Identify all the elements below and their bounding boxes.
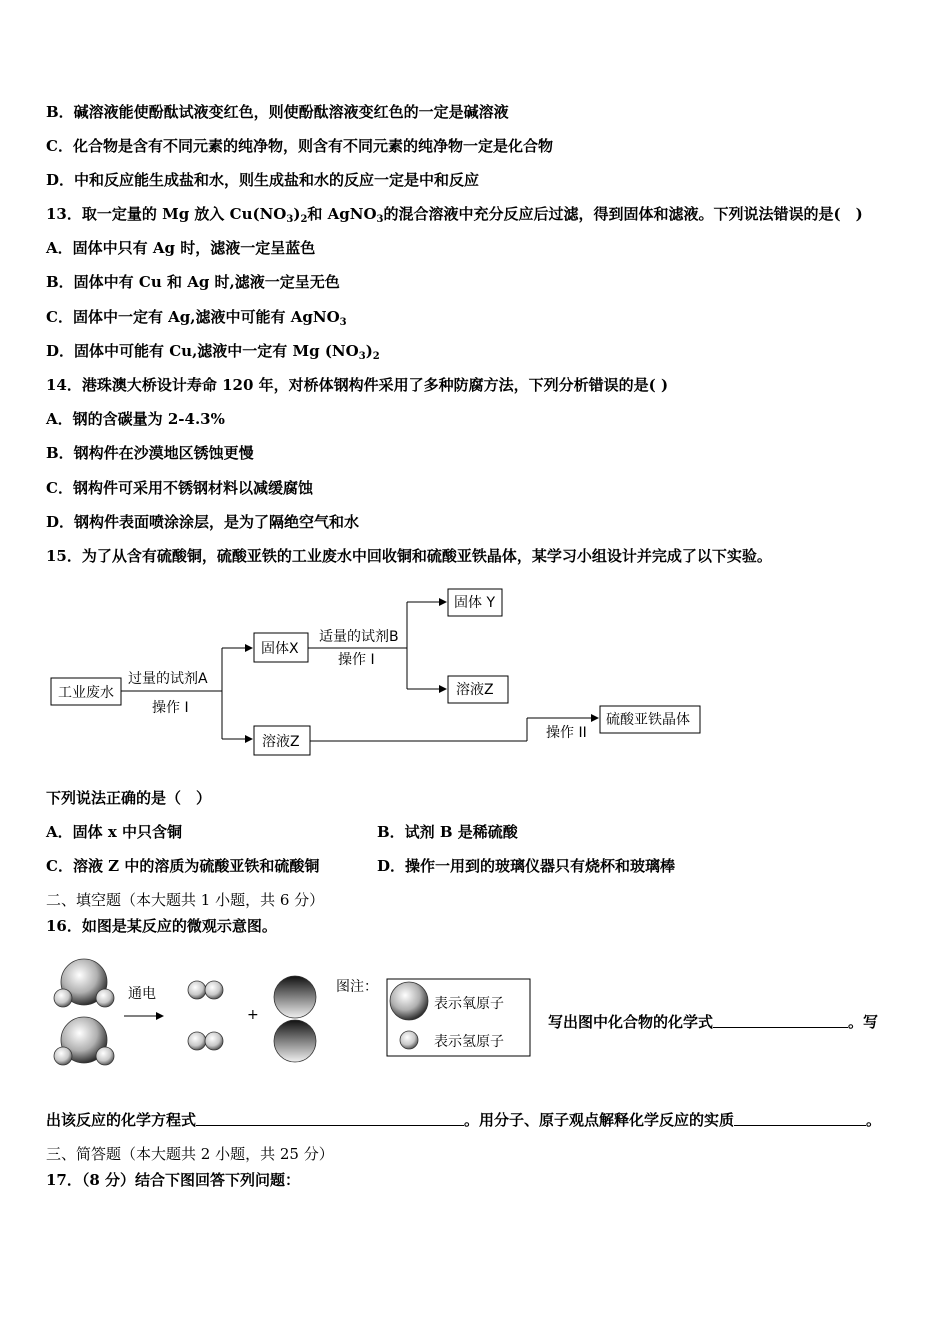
water-molecule-1	[54, 959, 114, 1007]
equation-blank[interactable]	[196, 1110, 464, 1126]
q12-option-d: D．中和反应能生成盐和水，则生成盐和水的反应一定是中和反应	[46, 171, 480, 189]
q13-option-d: D．固体中可能有 Cu,滤液中一定有 Mg $(NO_3)_2$	[46, 342, 380, 362]
label-operation-1: 操作 I	[152, 700, 189, 716]
label-operation-2: 操作 II	[546, 725, 587, 741]
q13-option-b: B．固体中有 Cu 和 Ag 时,滤液一定呈无色	[46, 273, 340, 291]
q15-option-b: B．试剂 B 是稀硫酸	[377, 823, 518, 841]
label-solid-x: 固体X	[261, 641, 299, 657]
q14-option-d: D．钢构件表面喷涂涂层，是为了隔绝空气和水	[46, 513, 360, 531]
section-3-heading: 三、简答题（本大题共 2 小题，共 25 分）	[46, 1145, 334, 1163]
water-molecule-2	[54, 1017, 114, 1065]
q15-option-d: D．操作一用到的玻璃仪器只有烧杯和玻璃棒	[377, 857, 676, 875]
legend-oxygen-label: 表示氧原子	[434, 996, 504, 1012]
q15-option-c: C．溶液 Z 中的溶质为硫酸亚铁和硫酸铜	[46, 857, 320, 875]
section-2-heading: 二、填空题（本大题共 1 小题，共 6 分）	[46, 891, 325, 909]
label-operation-1b: 操作 I	[338, 652, 375, 668]
label-electrolysis: 通电	[128, 986, 156, 1002]
label-reagent-a: 过量的试剂A	[128, 671, 208, 687]
q13-stem: 13．取一定量的 Mg 放入 $Cu(NO_3)_2$和 AgNO$_3$的混合溶液中充分反应后过滤，得到固体和滤液。下列说法错误的是( )	[46, 205, 863, 225]
label-solution-z-lower: 溶液Z	[262, 734, 300, 750]
label-plus: +	[247, 1007, 259, 1023]
label-industrial-water: 工业废水	[58, 685, 114, 701]
label-reagent-b: 适量的试剂B	[319, 629, 399, 645]
legend-oxygen-atom	[390, 982, 428, 1020]
q15-stem: 15．为了从含有硫酸铜，硫酸亚铁的工业废水中回收铜和硫酸亚铁晶体，某学习小组设计并完成了以下实验。	[46, 547, 772, 565]
hydrogen-molecule-1	[188, 981, 223, 999]
label-product: 硫酸亚铁晶体	[606, 712, 690, 728]
label-solution-z-upper: 溶液Z	[456, 682, 494, 698]
q14-option-c: C．钢构件可采用不锈钢材料以减缓腐蚀	[46, 479, 313, 497]
q16-equation-prompt: 出该反应的化学方程式 。用分子、原子观点解释化学反应的实质 。	[46, 1111, 882, 1129]
essence-blank[interactable]	[734, 1110, 866, 1126]
q15-prompt: 下列说法正确的是（ ）	[46, 789, 212, 807]
label-solid-y: 固体 Y	[454, 595, 496, 611]
q13-option-c: C．固体中一定有 Ag,滤液中可能有 AgNO$_3$	[46, 308, 347, 328]
q14-stem: 14．港珠澳大桥设计寿命 120 年，对桥体钢构件采用了多种防腐方法，下列分析错误的是( )	[46, 376, 669, 394]
q15-option-a: A．固体 x 中只含铜	[46, 823, 183, 841]
legend-title: 图注：	[336, 979, 378, 995]
oxygen-molecule	[274, 976, 316, 1062]
q16-stem: 16．如图是某反应的微观示意图。	[46, 917, 277, 935]
q13-option-a: A．固体中只有 Ag 时，滤液一定呈蓝色	[46, 239, 316, 257]
legend-hydrogen-atom	[400, 1031, 418, 1049]
hydrogen-molecule-2	[188, 1032, 223, 1050]
formula-blank[interactable]	[713, 1012, 848, 1028]
legend-hydrogen-label: 表示氢原子	[434, 1034, 504, 1050]
q14-option-b: B．钢构件在沙漠地区锈蚀更慢	[46, 444, 254, 462]
q14-option-a: A．钢的含碳量为 2-4.3%	[46, 410, 225, 428]
q17-stem: 17．（8 分）结合下图回答下列问题：	[46, 1171, 301, 1189]
q12-option-c: C．化合物是含有不同元素的纯净物，则含有不同元素的纯净物一定是化合物	[46, 137, 553, 155]
q12-option-b: B．碱溶液能使酚酞试液变红色，则使酚酞溶液变红色的一定是碱溶液	[46, 103, 509, 121]
q16-formula-prompt: 写出图中化合物的化学式 。写	[548, 1013, 879, 1031]
